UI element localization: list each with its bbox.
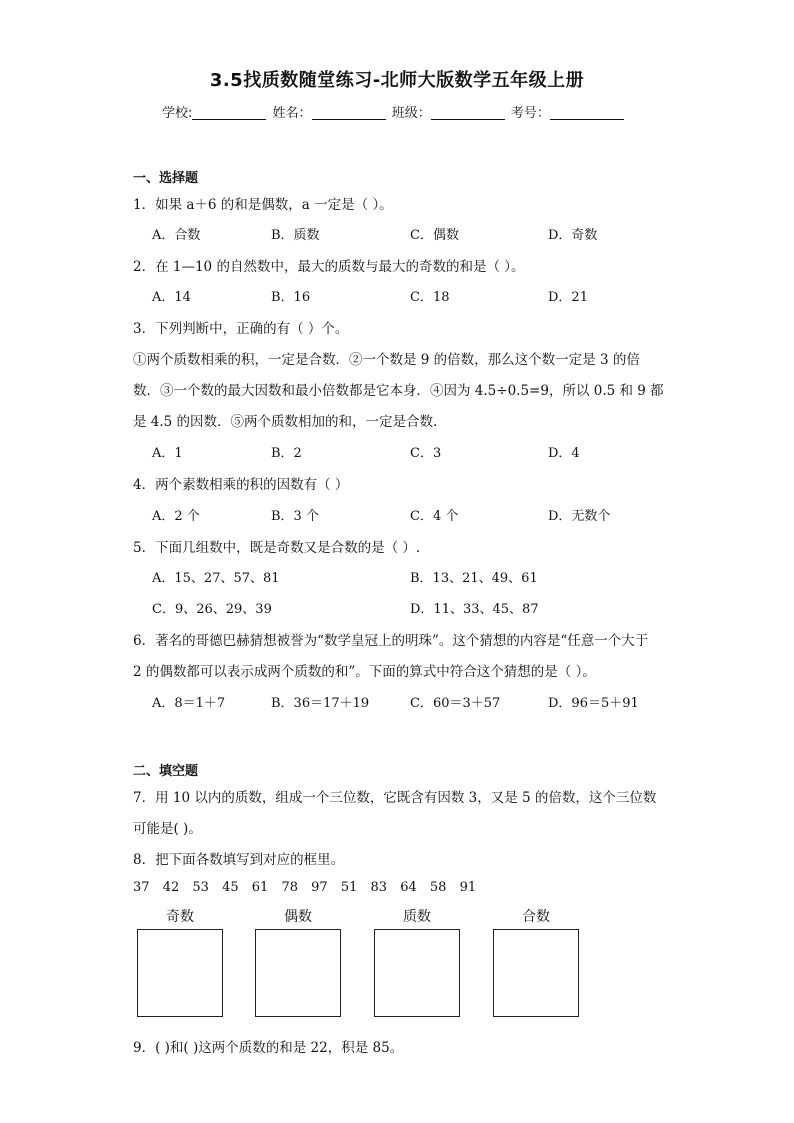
prime-number-box[interactable] [374, 929, 460, 1017]
question-5: 5．下面几组数中，既是奇数又是合数的是（ ）. [133, 540, 421, 556]
prime-box-label: 质数 [403, 909, 431, 925]
q8-number[interactable]: 53 [192, 880, 209, 895]
q1-option-b[interactable]: B．质数 [271, 228, 320, 243]
q1-option-c[interactable]: C．偶数 [410, 228, 459, 243]
even-box-label: 偶数 [284, 909, 312, 925]
q3-statement-line: ①两个质数相乘的积，一定是合数．②一个数是 9 的倍数，那么这个数一定是 3 的倍 [133, 352, 640, 368]
question-4: 4．两个素数相乘的积的因数有（ ） [133, 477, 349, 493]
q2-option-d[interactable]: D．21 [548, 290, 588, 305]
section-choice-heading: 一、选择题 [133, 171, 199, 186]
school-label: 学校: [162, 106, 193, 121]
q8-number[interactable]: 42 [162, 880, 180, 895]
q2-option-a[interactable]: A．14 [152, 290, 191, 305]
class-label: 班级： [391, 106, 431, 121]
name-blank[interactable] [312, 105, 386, 120]
q8-number[interactable]: 83 [370, 880, 388, 895]
question-7: 7．用 10 以内的质数，组成一个三位数，它既含有因数 3，又是 5 的倍数，这个三位数 [133, 790, 657, 806]
composite-number-box[interactable] [493, 929, 579, 1017]
q5-option-a[interactable]: A．15、27、57、81 [152, 571, 280, 586]
q8-number[interactable]: 97 [311, 880, 328, 895]
section-fill-heading: 二、填空题 [133, 764, 199, 779]
question-7-line-2: 可能是( )。 [133, 821, 202, 837]
q6-option-c[interactable]: C．60＝3＋57 [410, 696, 501, 711]
odd-number-box[interactable] [137, 929, 223, 1017]
question-1: 1．如果 a＋6 的和是偶数，a 一定是（ ）。 [133, 197, 393, 213]
school-blank[interactable] [192, 105, 266, 120]
q5-option-b[interactable]: B．13、21、49、61 [410, 571, 538, 586]
q1-option-a[interactable]: A．合数 [152, 228, 201, 243]
q6-option-d[interactable]: D．96＝5＋91 [548, 696, 639, 711]
q4-option-d[interactable]: D．无数个 [548, 509, 611, 524]
student-info-row [162, 102, 626, 121]
q8-number[interactable]: 64 [400, 880, 417, 895]
q8-number[interactable]: 37 [133, 880, 150, 895]
page-title: 3.5找质数随堂练习-北师大版数学五年级上册 [209, 70, 585, 91]
q3-option-a[interactable]: A．1 [152, 446, 183, 461]
q3-option-c[interactable]: C．3 [410, 446, 442, 461]
q4-option-a[interactable]: A．2 个 [152, 509, 200, 524]
class-blank[interactable] [431, 105, 505, 120]
q5-option-d[interactable]: D．11、33、45、87 [410, 602, 539, 617]
even-number-box[interactable] [255, 929, 341, 1017]
q3-statement-line: 数．③一个数的最大因数和最小倍数都是它本身．④因为 4.5÷0.5=9，所以 0.5 和 9 都 [133, 383, 664, 399]
q8-number-list [133, 880, 485, 895]
question-3: 3．下列判断中，正确的有（ ）个。 [133, 321, 349, 337]
question-2: 2．在 1—10 的自然数中，最大的质数与最大的奇数的和是（ ）。 [133, 259, 525, 275]
name-label: 姓名： [272, 106, 312, 121]
q8-number[interactable]: 78 [281, 880, 298, 895]
q3-option-b[interactable]: B．2 [271, 446, 302, 461]
q8-number[interactable]: 58 [429, 880, 447, 895]
composite-box-label: 合数 [522, 909, 550, 925]
exam-no-blank[interactable] [550, 105, 624, 120]
q2-option-b[interactable]: B．16 [271, 290, 311, 305]
q4-option-b[interactable]: B．3 个 [271, 509, 319, 524]
q3-statement-line: 是 4.5 的因数．⑤两个质数相加的和，一定是合数. [133, 414, 438, 430]
q8-number[interactable]: 61 [251, 880, 269, 895]
q3-option-d[interactable]: D．4 [548, 446, 580, 461]
q8-number[interactable]: 51 [340, 880, 358, 895]
question-9: 9．( )和( )这两个质数的和是 22，积是 85。 [133, 1040, 404, 1056]
odd-box-label: 奇数 [166, 909, 194, 925]
exam-no-label: 考号： [510, 106, 550, 121]
q6-option-a[interactable]: A．8＝1＋7 [152, 696, 226, 711]
q5-option-c[interactable]: C．9、26、29、39 [152, 602, 272, 617]
question-8: 8．把下面各数填写到对应的框里。 [133, 852, 345, 868]
question-6: 6．著名的哥德巴赫猜想被誉为“数学皇冠上的明珠”。这个猜想的内容是“任意一个大于 [133, 633, 649, 649]
q2-option-c[interactable]: C．18 [410, 290, 450, 305]
q8-number[interactable]: 91 [459, 880, 477, 895]
q6-option-b[interactable]: B．36＝17＋19 [271, 696, 370, 711]
question-6-line-2: 2 的偶数都可以表示成两个质数的和”。下面的算式中符合这个猜想的是（ ）。 [133, 664, 596, 680]
q1-option-d[interactable]: D．奇数 [548, 228, 598, 243]
q4-option-c[interactable]: C．4 个 [410, 509, 459, 524]
q8-number[interactable]: 45 [222, 880, 239, 895]
